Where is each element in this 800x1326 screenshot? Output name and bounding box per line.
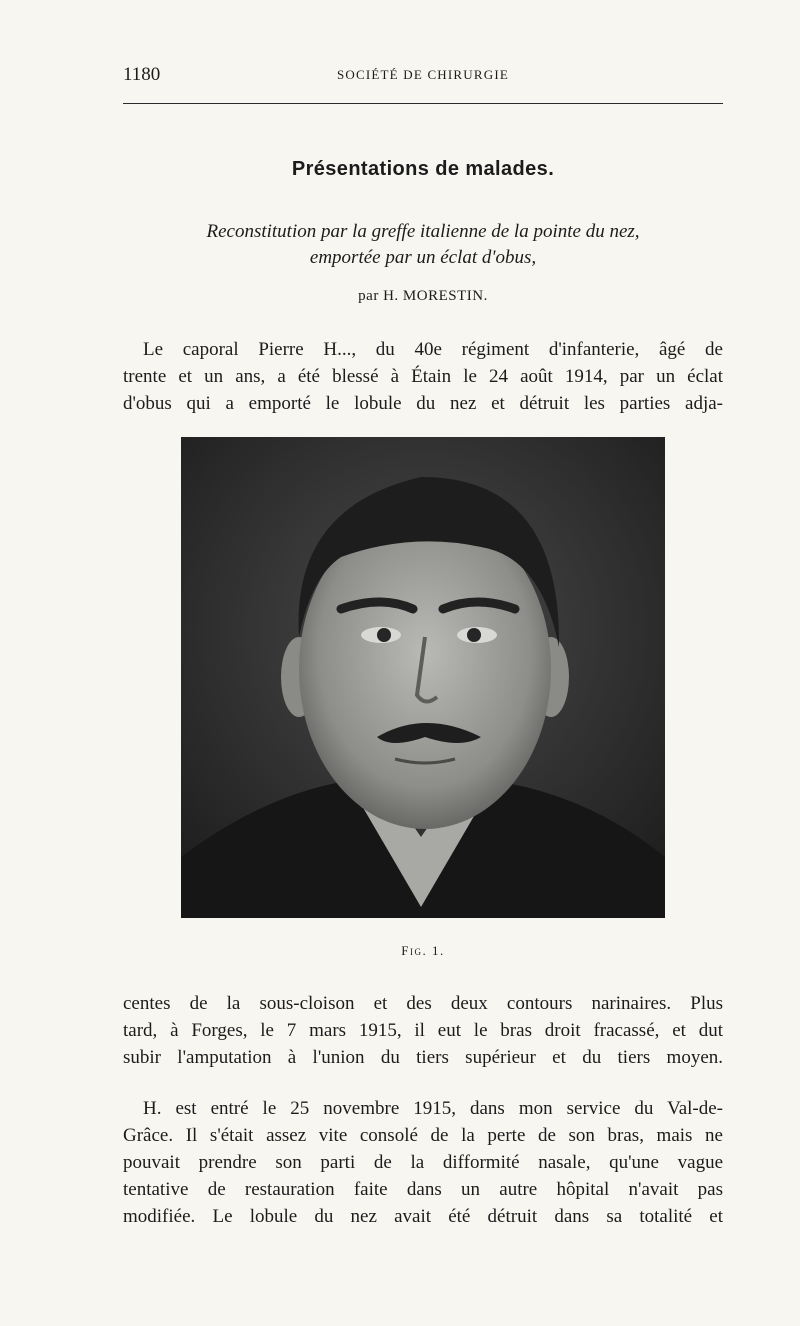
text-line: pouvait prendre son parti de la difformité nasale, qu'une vague xyxy=(123,1152,723,1173)
paragraph-2 xyxy=(123,990,723,1071)
text-line: trente et un ans, a été blessé à Étain le 24 août 1914, par un éclat xyxy=(123,366,723,387)
running-head xyxy=(123,64,723,90)
figure-caption: Fig. 1. xyxy=(401,943,445,958)
article-title xyxy=(123,219,723,271)
journal-title: SOCIÉTÉ DE CHIRURGIE xyxy=(336,67,510,82)
text-line: Le caporal Pierre H..., du 40e régiment d'infanterie, âgé de xyxy=(143,339,723,360)
header-rule xyxy=(123,103,723,104)
text-line: subir l'amputation à l'union du tiers supérieur et du tiers moyen. xyxy=(123,1047,723,1068)
article-title-line: Reconstitution par la greffe italienne de la pointe du nez, xyxy=(206,221,640,242)
text-line: H. est entré le 25 novembre 1915, dans mon service du Val-de- xyxy=(143,1098,723,1119)
text-line: tard, à Forges, le 7 mars 1915, il eut le bras droit fracassé, et dut xyxy=(123,1020,723,1041)
text-line: modifiée. Le lobule du nez avait été détruit dans sa totalité et xyxy=(123,1206,723,1227)
article-title-line: emportée par un éclat d'obus, xyxy=(309,247,537,268)
page-number: 1180 xyxy=(123,64,161,85)
text-line: tentative de restauration faite dans un autre hôpital n'avait pas xyxy=(123,1179,723,1200)
paragraph-3 xyxy=(123,1095,723,1230)
text-line: d'obus qui a emporté le lobule du nez et détruit les parties adja- xyxy=(123,393,723,414)
portrait-photo-icon xyxy=(181,437,665,918)
article-byline: par H. MORESTIN. xyxy=(358,288,488,304)
section-title: Présentations de malades. xyxy=(291,158,555,180)
paragraph-1 xyxy=(123,336,723,417)
portrait-photo xyxy=(181,437,665,918)
text-line: Grâce. Il s'était assez vite consolé de la perte de son bras, mais ne xyxy=(123,1125,723,1146)
text-line: centes de la sous-cloison et des deux contours narinaires. Plus xyxy=(123,993,723,1014)
